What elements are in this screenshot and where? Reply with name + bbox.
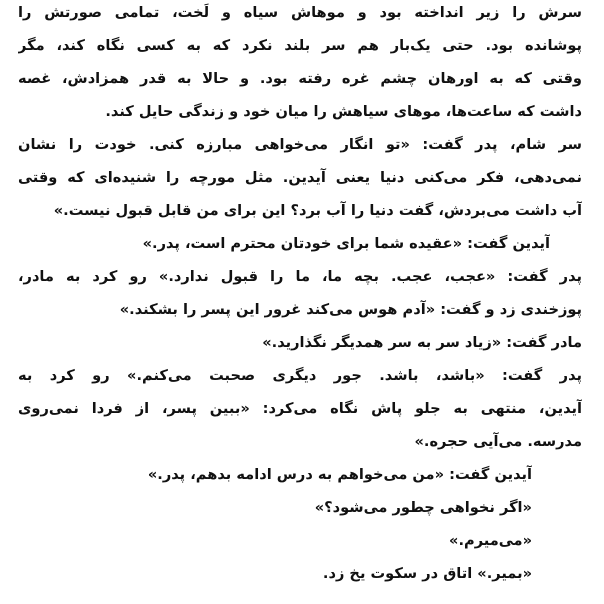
text-line: داشت که ساعت‌ها، موهای سیاهش را میان خود و زندگی حایل کند. xyxy=(105,103,582,120)
text-line: «می‌میرم.» xyxy=(449,532,532,549)
text-line: پوزخندی زد و گفت: «آدم هوس می‌کند غرور این پسر را بشکند.» xyxy=(119,301,582,318)
text-line: آب داشت می‌بردش، گفت دنیا را آب برد؟ این برای من قابل قبول نیست.» xyxy=(53,202,582,219)
text-line: سرش را زیر انداخته بود و موهاش سیاه و لَخت، تمامی صورتش را xyxy=(18,4,582,21)
text-line: مادر گفت: «زیاد سر به سر همدیگر نگذارید.» xyxy=(262,334,582,351)
text-line: آیدین، منتهی به جلو پاش نگاه می‌کرد: «ببین پسر، از فردا نمی‌روی xyxy=(18,400,582,417)
text-line: «بمیر.» اتاق در سکوت یخ زد. xyxy=(322,565,532,582)
text-line: آیدین گفت: «من می‌خواهم به درس ادامه بدهم، پدر.» xyxy=(147,466,532,483)
text-line: نمی‌دهی، فکر می‌کنی دنیا یعنی آیدین. مثل مورچه را شنیده‌ای که وقتی xyxy=(18,169,582,186)
text-line: وقتی که به اورهان چشم غره رفته بود. و حالا به قدر همزادش، غصه xyxy=(18,70,582,87)
text-line: پدر گفت: «عجب، عجب. بچه ما، ما را قبول ندارد.» رو کرد به مادر، xyxy=(18,268,582,285)
text-line: «اگر نخواهی چطور می‌شود؟» xyxy=(314,499,532,516)
text-line: پوشانده بود. حتی یک‌بار هم سر بلند نکرد که به کسی نگاه کند، مگر xyxy=(18,37,582,54)
text-line: سر شام، پدر گفت: «تو انگار می‌خواهی مبارزه کنی. خودت را نشان xyxy=(18,136,582,153)
text-line: آیدین گفت: «عقیده شما برای خودتان محترم است، پدر.» xyxy=(142,235,550,252)
text-line: پدر گفت: «باشد، باشد. جور دیگری صحبت می‌کنم.» رو کرد به xyxy=(18,367,582,384)
text-line: مدرسه. می‌آیی حجره.» xyxy=(414,433,582,450)
